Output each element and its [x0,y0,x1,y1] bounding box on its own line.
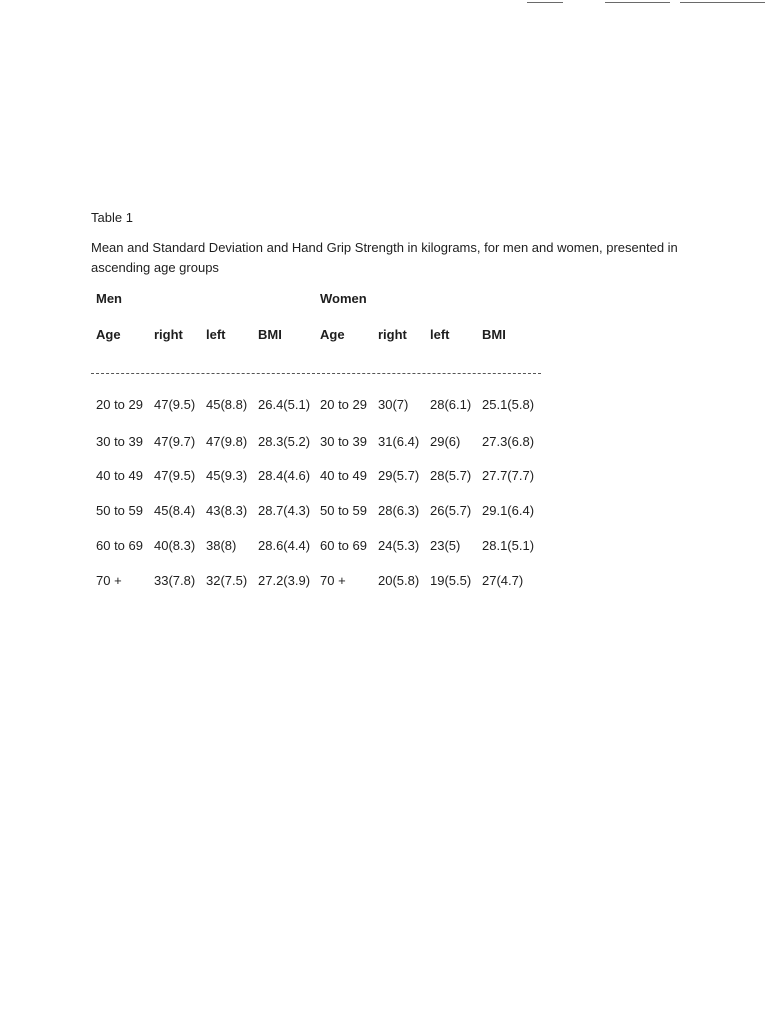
men-bmi-cell: 26.4(5.1) [258,397,311,412]
women-left-cell: 29(6) [430,434,461,449]
column-header-women-right: right [378,327,407,342]
group-label-men: Men [96,291,122,306]
women-age-cell: 60 to 69 [320,538,367,553]
men-left-cell: 45(9.3) [206,468,248,483]
table-caption: Table 1 [91,210,133,225]
men-age-cell: 20 to 29 [96,397,143,412]
men-bmi-cell: 27.2(3.9) [258,573,311,588]
men-right-cell: 47(9.5) [154,397,196,412]
women-right-cell: 31(6.4) [378,434,420,449]
men-right-cell: 47(9.7) [154,434,196,449]
women-left-cell: 23(5) [430,538,461,553]
column-header-women-age: Age [320,327,345,342]
column-header-men-age: Age [96,327,121,342]
men-right-cell: 45(8.4) [154,503,196,518]
table-description: Mean and Standard Deviation and Hand Grip Strength in kilograms, for men and women, presented in ascending age groups [91,240,678,275]
column-header-men-right: right [154,327,183,342]
women-bmi-cell: 25.1(5.8) [482,397,535,412]
women-age-cell: 20 to 29 [320,397,367,412]
men-left-cell: 43(8.3) [206,503,248,518]
women-right-cell: 30(7) [378,397,409,412]
women-right-cell: 28(6.3) [378,503,420,518]
women-right-cell: 29(5.7) [378,468,420,483]
women-left-cell: 28(5.7) [430,468,472,483]
women-bmi-cell: 28.1(5.1) [482,538,535,553]
men-bmi-cell: 28.6(4.4) [258,538,311,553]
men-age-cell: 40 to 49 [96,468,143,483]
men-bmi-cell: 28.4(4.6) [258,468,311,483]
women-age-cell: 70 + [320,573,346,588]
men-left-cell: 38(8) [206,538,237,553]
men-age-cell: 50 to 59 [96,503,143,518]
women-bmi-cell: 29.1(6.4) [482,503,535,518]
men-right-cell: 40(8.3) [154,538,196,553]
column-header-women-left: left [430,327,450,342]
women-left-cell: 26(5.7) [430,503,472,518]
scan-artifact [605,2,670,3]
men-left-cell: 32(7.5) [206,573,248,588]
women-age-cell: 40 to 49 [320,468,367,483]
women-age-cell: 30 to 39 [320,434,367,449]
men-bmi-cell: 28.7(4.3) [258,503,311,518]
column-header-men-bmi: BMI [258,327,282,342]
men-bmi-cell: 28.3(5.2) [258,434,311,449]
group-label-women: Women [320,291,367,306]
header-divider [91,373,541,374]
women-left-cell: 28(6.1) [430,397,472,412]
men-age-cell: 70 + [96,573,122,588]
scan-artifact [680,2,765,3]
women-bmi-cell: 27.7(7.7) [482,468,535,483]
men-age-cell: 30 to 39 [96,434,143,449]
women-right-cell: 24(5.3) [378,538,420,553]
women-right-cell: 20(5.8) [378,573,420,588]
women-bmi-cell: 27.3(6.8) [482,434,535,449]
column-header-women-bmi: BMI [482,327,506,342]
column-header-men-left: left [206,327,226,342]
men-age-cell: 60 to 69 [96,538,143,553]
women-bmi-cell: 27(4.7) [482,573,524,588]
men-right-cell: 33(7.8) [154,573,196,588]
men-left-cell: 45(8.8) [206,397,248,412]
men-right-cell: 47(9.5) [154,468,196,483]
women-left-cell: 19(5.5) [430,573,472,588]
women-age-cell: 50 to 59 [320,503,367,518]
men-left-cell: 47(9.8) [206,434,248,449]
scan-artifact [527,2,563,3]
